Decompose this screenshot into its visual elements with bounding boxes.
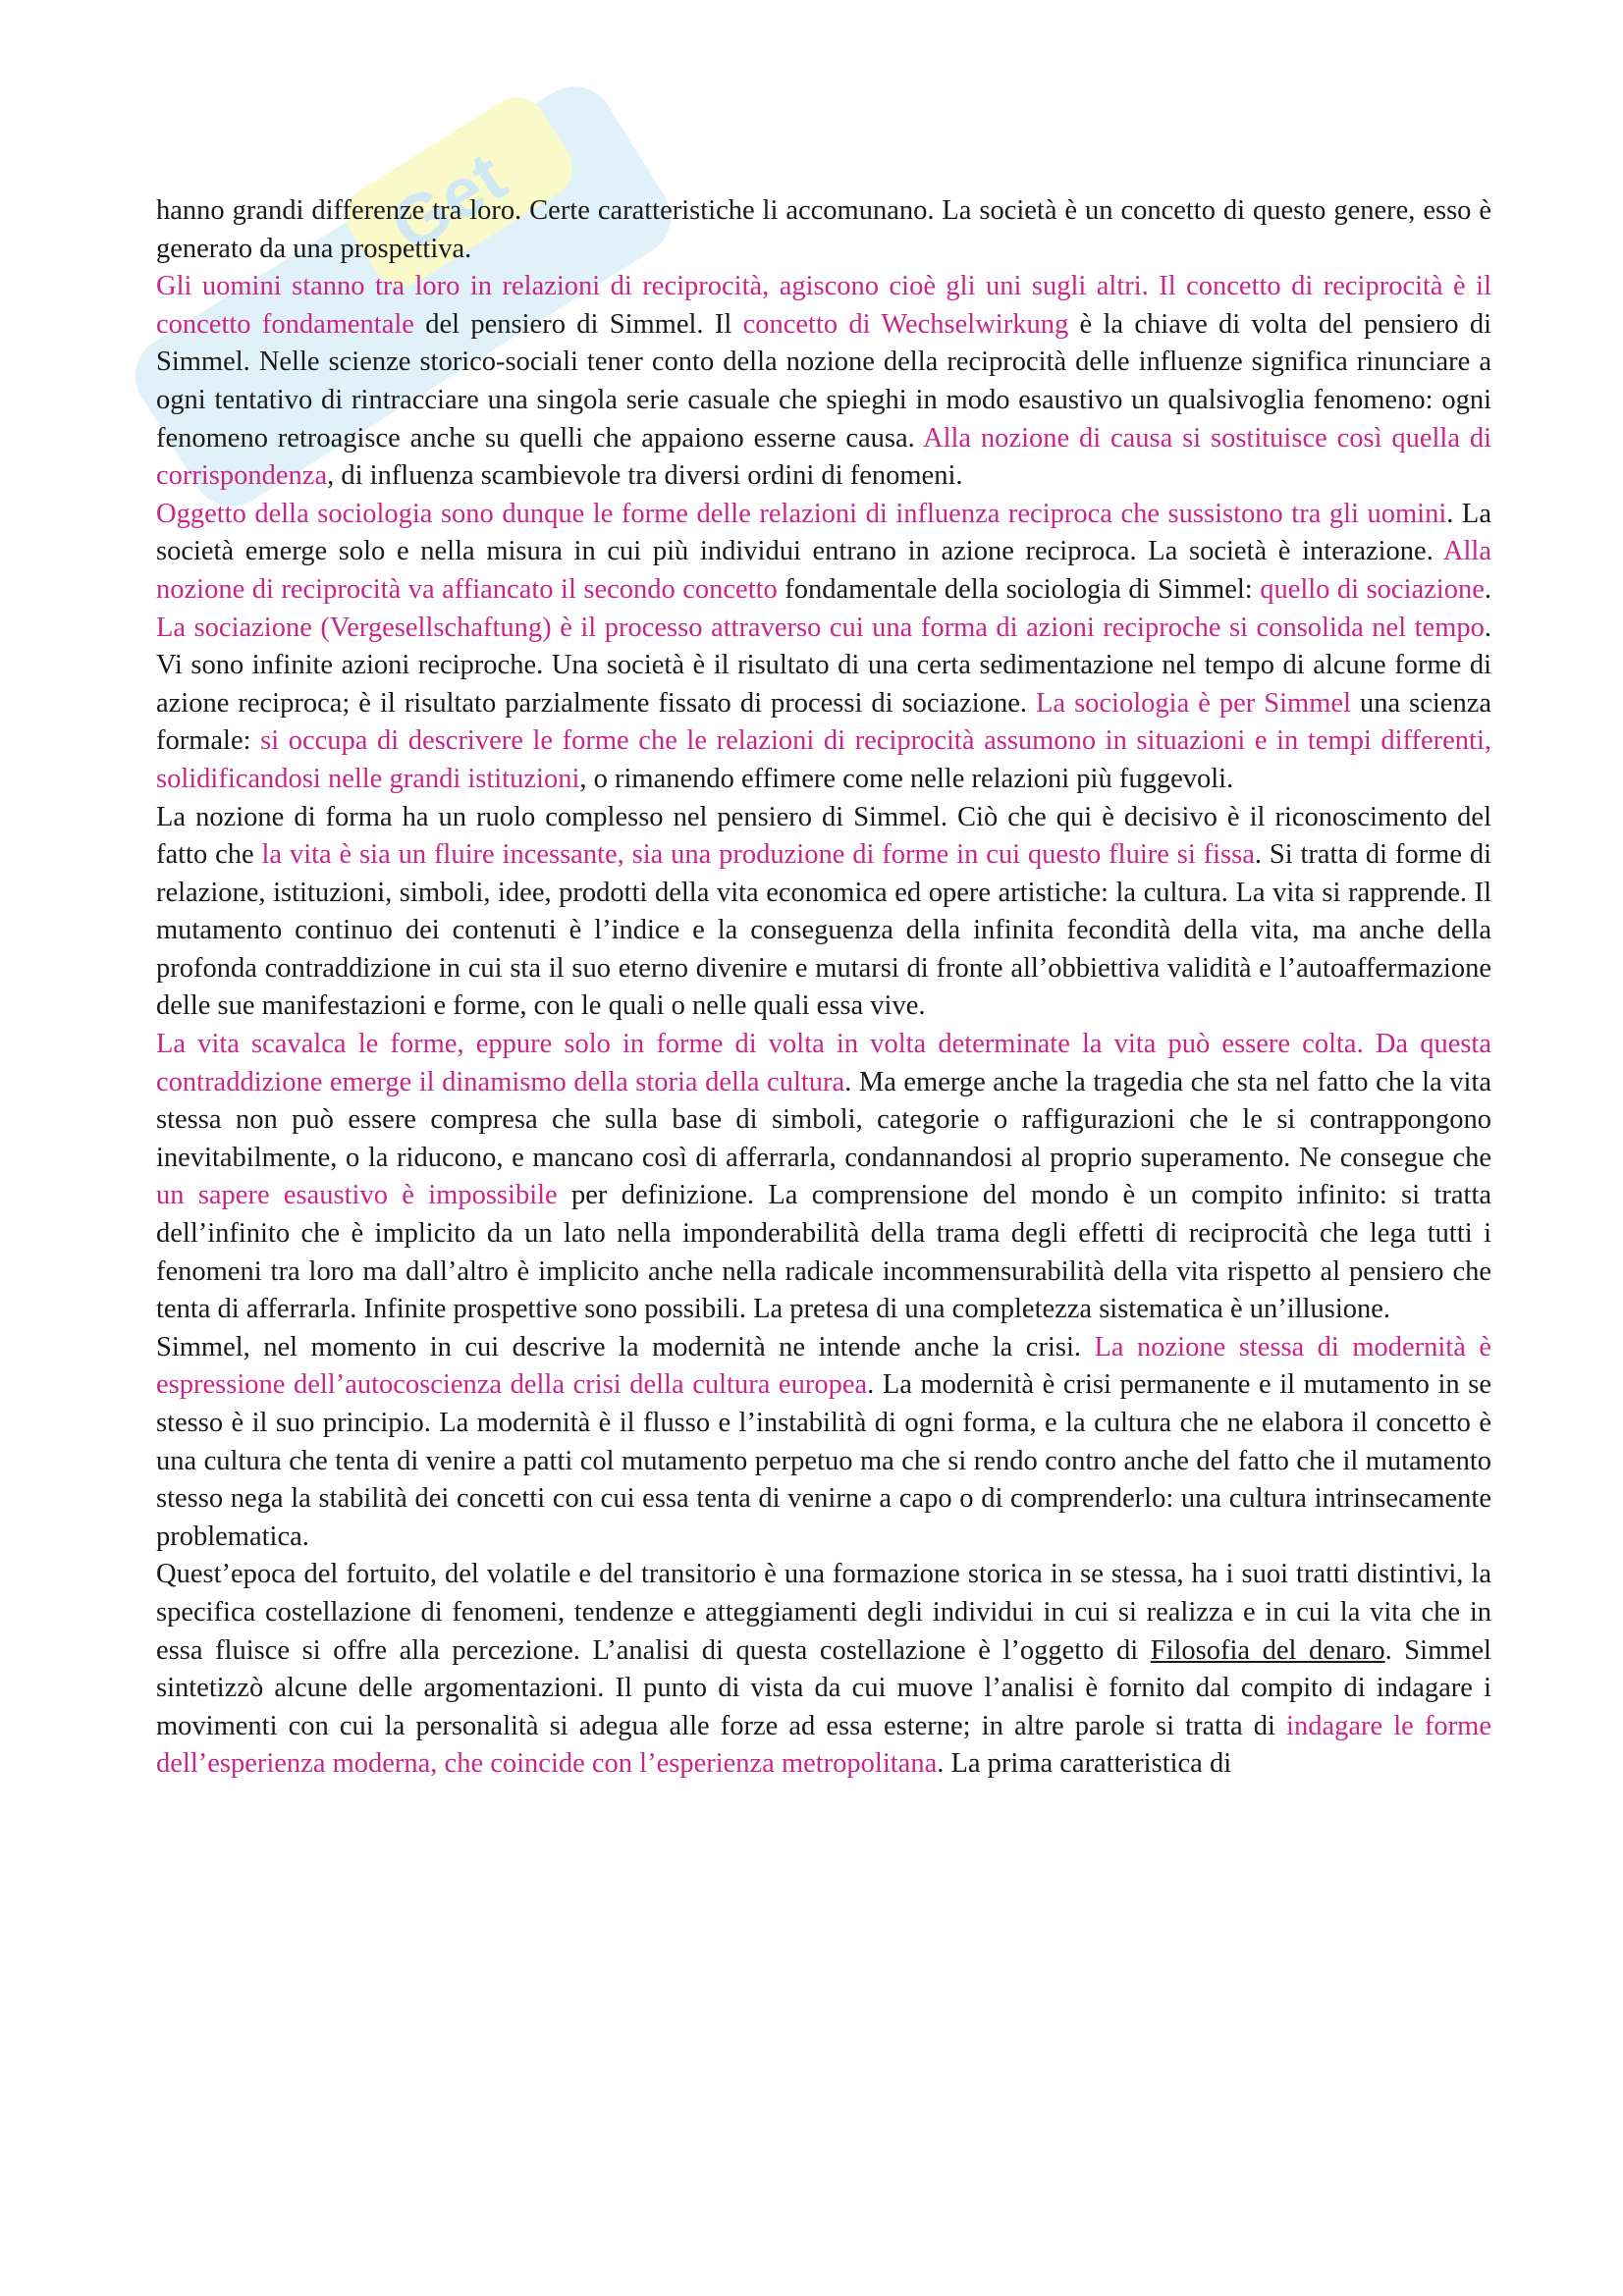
highlighted-text: si occupa di descrivere le forme che le relazioni di reciprocità assumono in situazioni e in tempi differenti, solidificandosi nelle grandi istituzioni — [156, 725, 1491, 794]
body-text: del pensiero di Simmel. Il — [413, 308, 743, 340]
paragraph — [156, 268, 1491, 496]
highlighted-text: Oggetto della sociologia sono dunque le forme delle relazioni di influenza reciproca che sussistono tra gli uomini — [156, 498, 1447, 529]
highlighted-text: indagare le forme dell’esperienza moderna, che coincide con l’esperienza metropolitana — [156, 1710, 1491, 1780]
highlighted-text: La vita scavalca le forme, eppure solo in forme di volta in volta determinate la vita può essere colta. Da questa contraddizione emerge il dinamismo della storia della cultura — [156, 1029, 1491, 1097]
paragraph — [156, 799, 1491, 1027]
paragraph — [156, 192, 1491, 268]
body-text: , di influenza scambievole tra diversi ordini di fenomeni. — [327, 460, 963, 492]
body-text: . La prima caratteristica di — [937, 1748, 1232, 1780]
document-body — [156, 192, 1491, 1784]
body-text: . Si tratta di forme di relazione, istituzioni, simboli, idee, prodotti della vita economica ed opere artistiche: la cultura. La vita si rapprende. Il mutamento continuo dei contenuti è l’indice e la conseguenza della infinita fecondità della vita, ma anche della profonda contraddizione in cui sta il suo eterno divenire e mutarsi di fronte all’obbiettiva validità e l’autoaffermazione delle sue manifestazioni e forme, con le quali o nelle quali essa vive. — [156, 839, 1492, 1022]
highlighted-text: concetto di Wechselwirkung — [742, 308, 1069, 340]
body-text: . Ma emerge anche la tragedia che sta nel fatto che la vita stessa non può essere compresa che sulla base di simboli, categorie o raffigurazioni che le si contrappongono inevitabilmente, o la riducono, e mancano così di afferrarla, condannandosi al proprio superamento. Ne consegue che — [156, 1066, 1492, 1173]
paragraph — [156, 496, 1491, 799]
paragraph — [156, 1026, 1491, 1329]
body-text: è la chiave di volta del pensiero di Simmel. Nelle scienze storico-sociali tener conto della nozione della reciprocità delle influenze significa rinunciare a ogni tentativo di rintracciare una singola serie casuale che spieghi in modo esaustivo un qualsivoglia fenomeno: ogni fenomeno retroagisce anche su quelli che appaiono esserne causa. — [156, 308, 1491, 454]
highlighted-text: La nozione stessa di modernità è espressione dell’autocoscienza della crisi della cultura europea — [156, 1331, 1491, 1401]
body-text: . Simmel sintetizzò alcune delle argomentazioni. Il punto di vista da cui muove l’analisi è fornito dal compito di indagare i movimenti con cui la personalità si adegua alle forze ad essa esterne; in altre parole si tratta di — [156, 1634, 1491, 1741]
body-text: hanno grandi differenze tra loro. Certe caratteristiche li accomunano. La società è un concetto di questo genere, esso è generato da una prospettiva. — [156, 195, 1491, 264]
watermark-text: Get — [377, 137, 519, 267]
body-text: . — [1484, 573, 1491, 605]
body-text: Simmel, nel momento in cui descrive la modernità ne intende anche la crisi. — [156, 1331, 1095, 1362]
body-text: . La modernità è crisi permanente e il mutamento in se stesso è il suo principio. La modernità è il flusso e l’instabilità di ogni forma, e la cultura che ne elabora il concetto è una cultura che tenta di venire a patti col mutamento perpetuo ma che si rendo contro anche del fatto che il mutamento stesso nega la stabilità dei concetti con cui essa tenta di venirne a capo o di comprenderlo: una cultura intrinsecamente problematica. — [156, 1369, 1491, 1552]
highlighted-text: Alla nozione di causa si sostituisce così quella di corrispondenza — [156, 422, 1491, 492]
body-text: . La società emerge solo e nella misura in cui più individui entrano in azione reciproca. La società è interazione. — [156, 498, 1491, 567]
body-text: una scienza formale: — [156, 687, 1491, 757]
body-text: per definizione. La comprensione del mondo è un compito infinito: si tratta dell’infinito che è implicito da un lato nella imponderabilità della trama degli effetti di reciprocità che lega tutti i fenomeni tra loro ma dall’altro è implicito anche nella radicale incommensurabilità della vita rispetto al pensiero che tenta di afferrarla. Infinite prospettive sono possibili. La pretesa di una completezza sistematica è un’illusione. — [156, 1180, 1492, 1325]
highlighted-text: La sociologia è per Simmel — [1036, 687, 1351, 719]
highlighted-text: un sapere esaustivo è impossibile — [156, 1180, 558, 1211]
highlighted-text: la vita è sia un fluire incessante, sia una produzione di forme in cui questo fluire si fissa — [261, 839, 1255, 871]
body-text: , o rimanendo effimere come nelle relazioni più fuggevoli. — [579, 763, 1234, 794]
body-text: . Vi sono infinite azioni reciproche. Una società è il risultato di una certa sedimentazione nel tempo di alcune forme di azione reciproca; è il risultato parzialmente fissato di processi di sociazione. — [156, 612, 1491, 719]
body-text: La nozione di forma ha un ruolo complesso nel pensiero di Simmel. Ciò che qui è decisivo è il riconoscimento del fatto che — [156, 801, 1491, 871]
highlighted-text: La sociazione (Vergesellschaftung) è il processo attraverso cui una forma di azioni reciproche si consolida nel tempo — [156, 612, 1485, 643]
paragraph — [156, 1556, 1491, 1784]
body-text: fondamentale della sociologia di Simmel: — [777, 573, 1261, 605]
highlighted-text: quello di sociazione — [1260, 573, 1485, 605]
body-text: Quest’epoca del fortuito, del volatile e del transitorio è una formazione storica in se stessa, ha i suoi tratti distintivi, la specifica costellazione di fenomeni, tendenze e atteggiamenti degli individui in cui si realizza e in cui la vita che in essa fluisce si offre alla percezione. L’analisi di questa costellazione è l’oggetto di — [156, 1559, 1491, 1666]
highlighted-text: Alla nozione di reciprocità va affiancato il secondo concetto — [156, 536, 1491, 605]
paragraph — [156, 1329, 1491, 1557]
underlined-title: Filosofia del denaro — [1150, 1634, 1385, 1666]
highlighted-text: Gli uomini stanno tra loro in relazioni di reciprocità, agiscono cioè gli uni sugli altri. Il concetto di reciprocità è il concetto fondamentale — [156, 271, 1491, 340]
